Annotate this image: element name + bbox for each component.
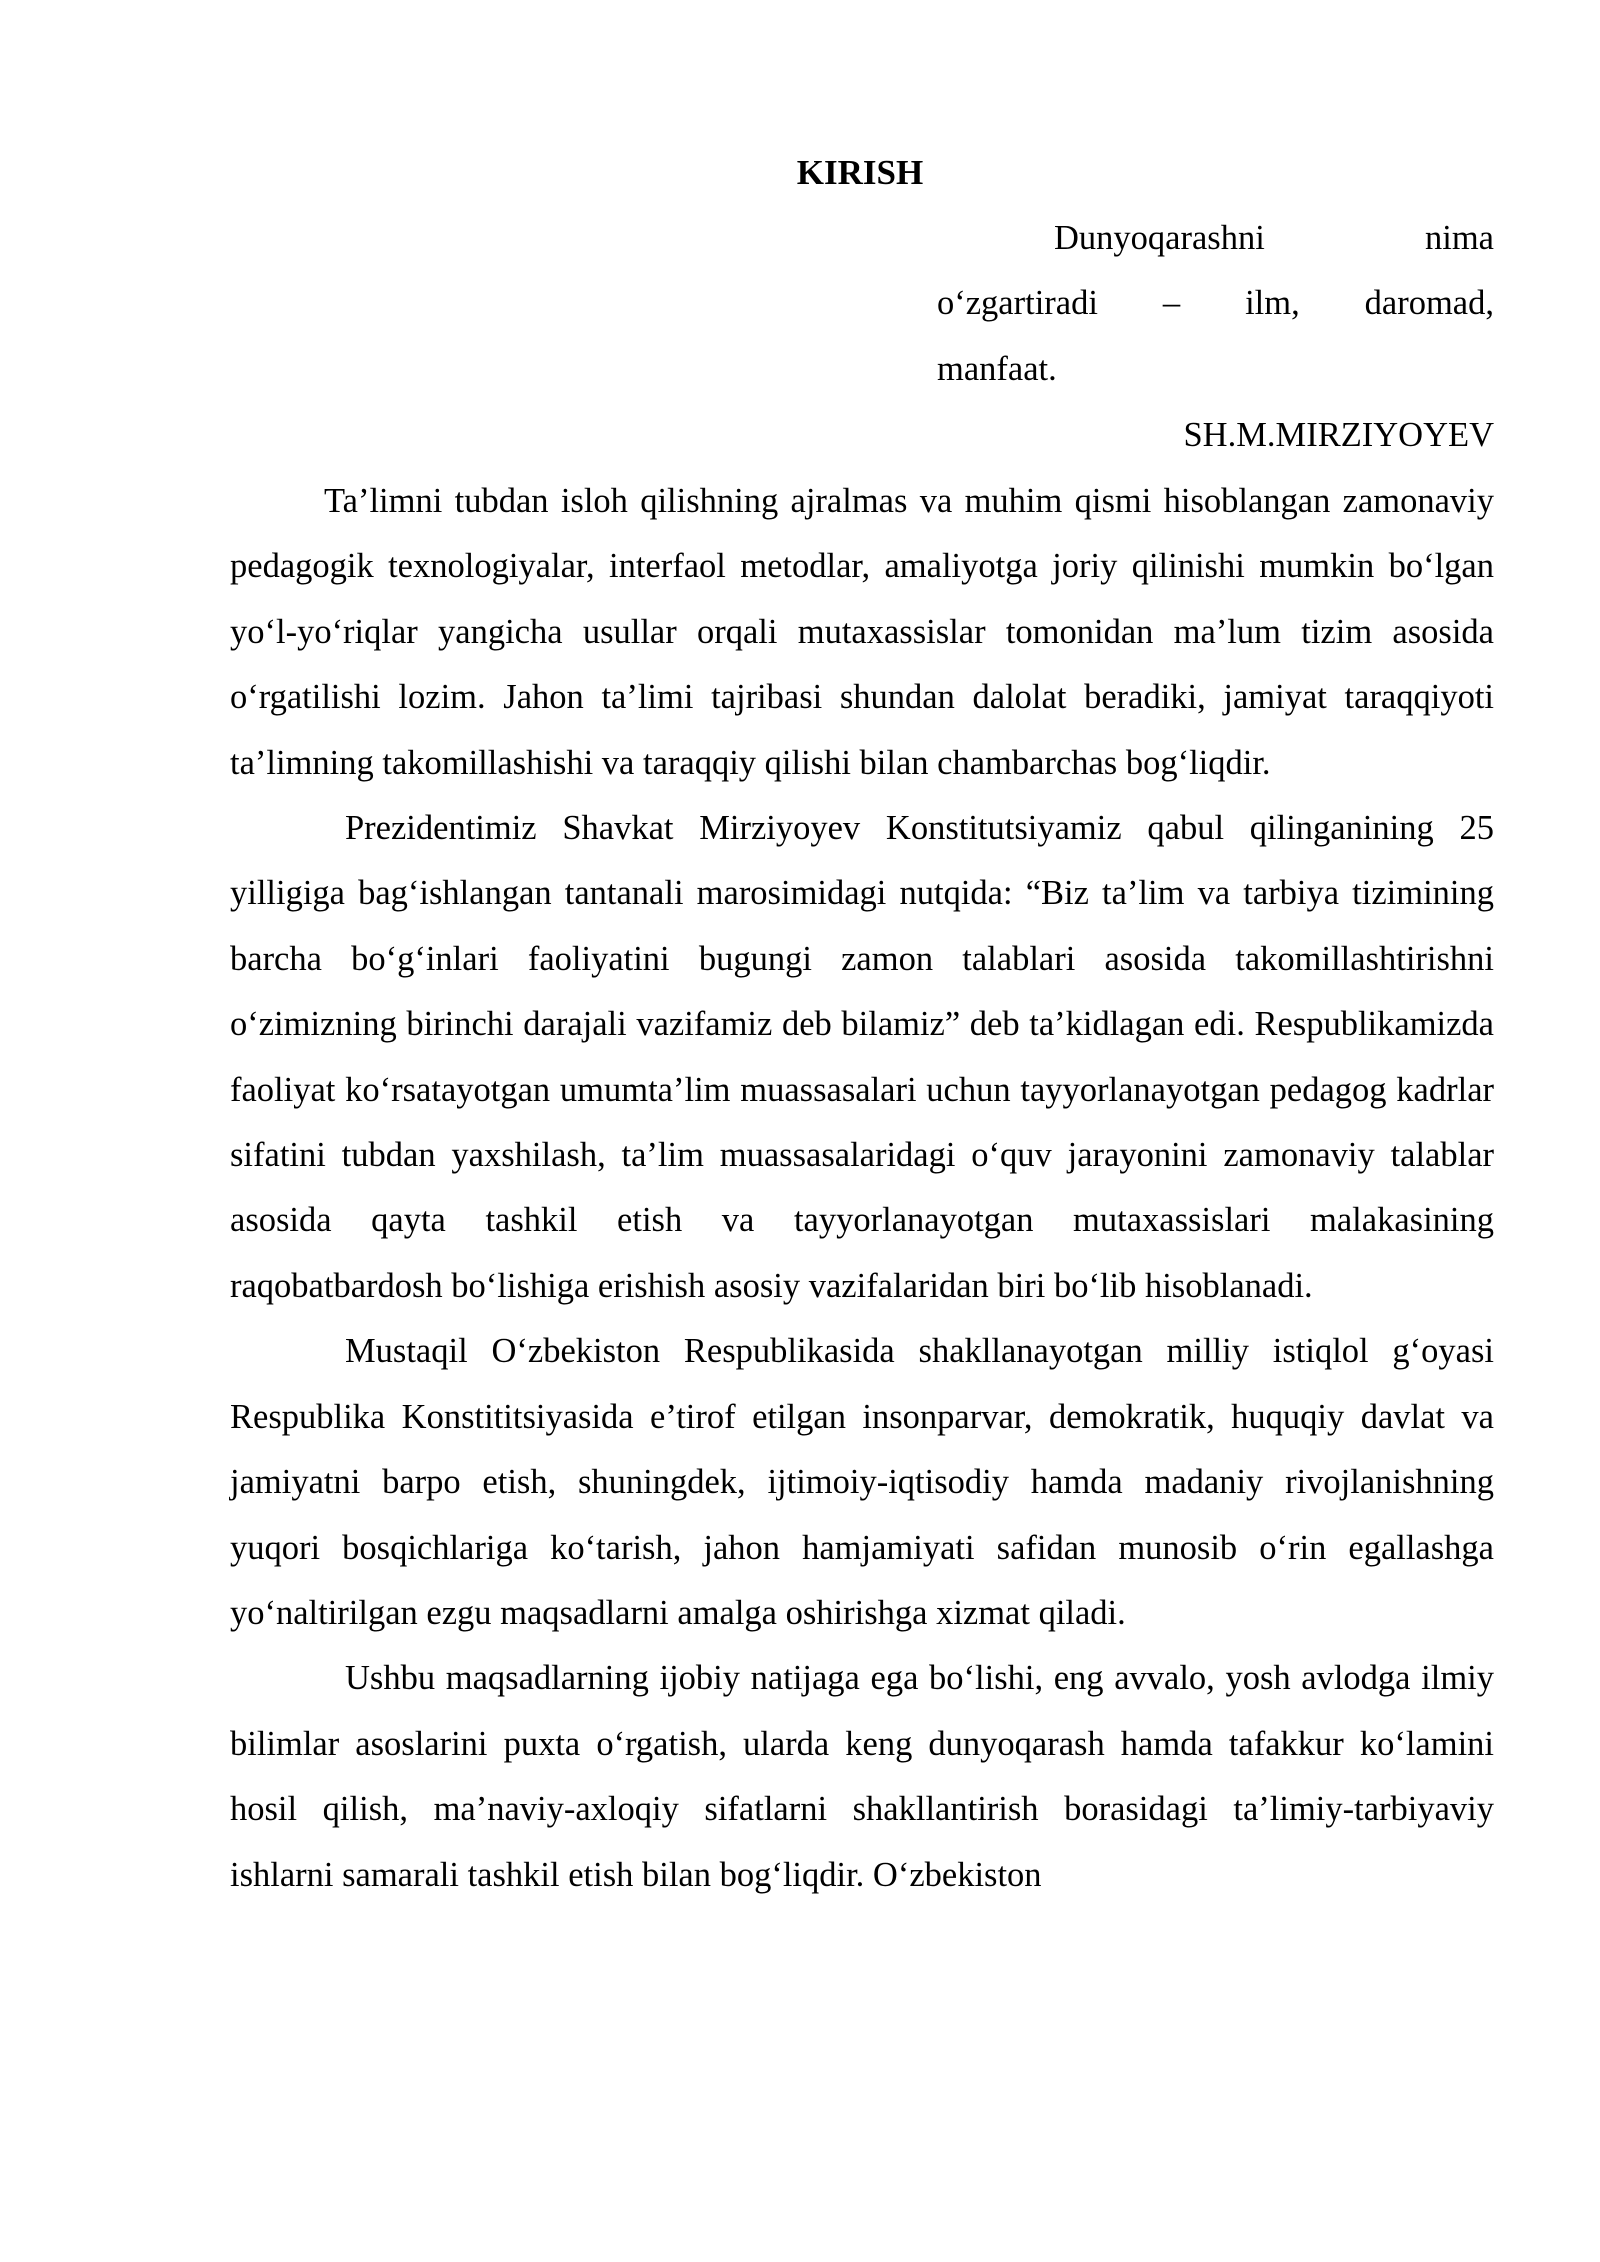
- paragraph-2: Prezidentimiz Shavkat Mirziyoyev Konstitutsiyamiz qabul qilinganining 25 yilligiga bag‘ishlangan tantanali marosimidagi nutqida: “Biz ta’lim va tarbiya tizimining barcha bo‘g‘inlari faoliyatini bugungi zamon talablari asosida takomillashtirishni o‘zimizning birinchi darajali vazifamiz deb bilamiz” deb ta’kidlagan edi. Respublikamizda faoliyat ko‘rsatayotgan umumta’lim muassasalari uchun tayyorlanayotgan pedagog kadrlar sifatini tubdan yaxshilash, ta’lim muassasalaridagi o‘quv jarayonini zamonaviy talablar asosida qayta tashkil etish va tayyorlanayotgan mutaxassislari malakasining raqobatbardosh bo‘lishiga erishish asosiy vazifalaridan biri bo‘lib hisoblanadi.: [230, 809, 1494, 1305]
- paragraph-3: Mustaqil O‘zbekiston Respublikasida shakllanayotgan milliy istiqlol g‘oyasi Respublika Konstititsiyasida e’tirof etilgan insonparvar, demokratik, huquqiy davlat va jamiyatni barpo etish, shuningdek, ijtimoiy-iqtisodiy hamda madaniy rivojlanishning yuqori bosqichlariga ko‘tarish, jahon hamjamiyati safidan munosib o‘rin egallashga yo‘naltirilgan ezgu maqsadlarni amalga oshirishga xizmat qiladi.: [230, 1332, 1494, 1632]
- epigraph: [937, 206, 1494, 402]
- page-title: KIRISH: [796, 153, 924, 192]
- epigraph-line-1: Dunyoqarashni nima: [1054, 219, 1494, 257]
- paragraph-1: Ta’limni tubdan isloh qilishning ajralmas va muhim qismi hisoblangan zamonaviy pedagogik texnologiyalar, interfaol metodlar, amaliyotga joriy qilinishi mumkin bo‘lgan yo‘l-yo‘riqlar yangicha usullar orqali mutaxassislar tomonidan ma’lum tizim asosida o‘rgatilishi lozim. Jahon ta’limi tajribasi shundan dalolat beradiki, jamiyat taraqqiyoti ta’limning takomillashishi va taraqqiy qilishi bilan chambarchas bog‘liqdir.: [230, 482, 1494, 782]
- epigraph-author: SH.M.MIRZIYOYEV: [1183, 416, 1494, 454]
- paragraph-4: Ushbu maqsadlarning ijobiy natijaga ega bo‘lishi, eng avvalo, yosh avlodga ilmiy bilimlar asoslarini puxta o‘rgatish, ularda keng dunyoqarash hamda tafakkur ko‘lamini hosil qilish, ma’naviy-axloqiy sifatlarni shakllantirish borasidagi ta’limiy-tarbiyaviy ishlarni samarali tashkil etish bilan bog‘liqdir. O‘zbekiston: [230, 1659, 1494, 1894]
- document-body: [230, 469, 1494, 1908]
- epigraph-line-3: manfaat.: [937, 349, 1057, 388]
- epigraph-line-2: o‘zgartiradi – ilm, daromad,: [937, 284, 1494, 323]
